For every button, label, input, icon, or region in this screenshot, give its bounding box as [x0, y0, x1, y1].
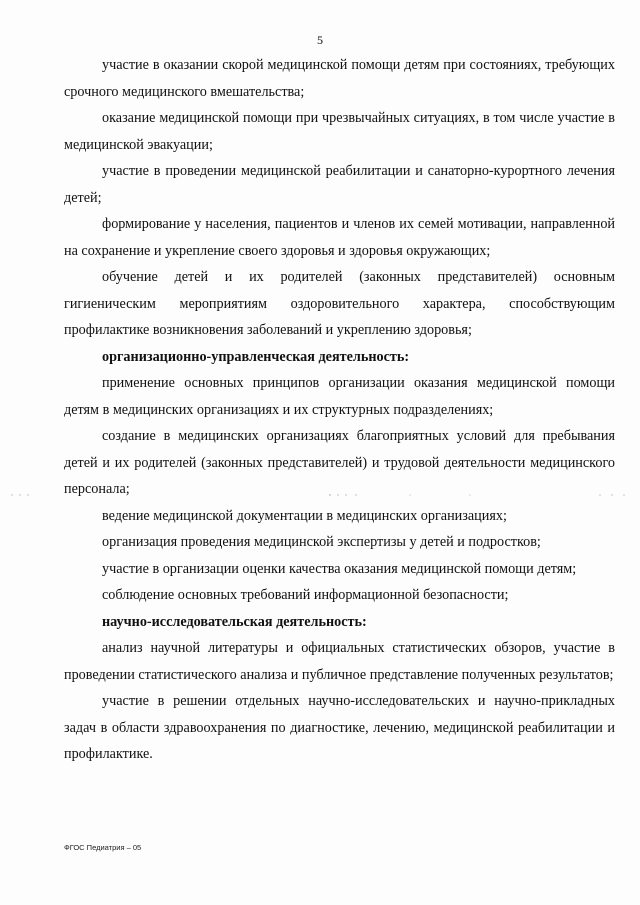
paragraph: участие в проведении медицинской реабилитации и санаторно-курортного лечения детей;: [64, 163, 615, 206]
scan-artifact-dots: [0, 493, 640, 497]
paragraph: ведение медицинской документации в медицинских организациях;: [102, 507, 507, 524]
paragraph: соблюдение основных требований информационной безопасности;: [102, 587, 509, 603]
document-body: [64, 52, 615, 768]
paragraph: обучение детей и их родителей (законных представителей) основным гигиеническим мероприятиям оздоровительного характера, способствующим профилактике возникновения заболеваний и укреплению здоровья;: [64, 269, 615, 338]
paragraph: создание в медицинских организациях благоприятных условий для пребывания детей и их родителей (законных представителей) и трудовой деятельности медицинского персонала;: [64, 428, 615, 497]
paragraph: организация проведения медицинской экспертизы у детей и подростков;: [102, 534, 541, 550]
paragraph: оказание медицинской помощи при чрезвычайных ситуациях, в том числе участие в медицинской эвакуации;: [64, 110, 615, 153]
paragraph: формирование у населения, пациентов и членов их семей мотивации, направленной на сохранение и укрепление своего здоровья и здоровья окружающих;: [64, 216, 615, 259]
paragraph: анализ научной литературы и официальных статистических обзоров, участие в проведении статистического анализа и публичное представление полученных результатов;: [64, 640, 615, 683]
page-footer: ФГОС Педиатрия – 05: [64, 843, 142, 852]
paragraph: участие в решении отдельных научно-исследовательских и научно-прикладных задач в области здравоохранения по диагностике, лечению, медицинской реабилитации и профилактике.: [64, 693, 615, 762]
paragraph: применение основных принципов организации оказания медицинской помощи детям в медицинских организациях и их структурных подразделениях;: [64, 375, 615, 418]
section-heading: организационно-управленческая деятельность:: [102, 348, 410, 365]
section-heading: научно-исследовательская деятельность:: [102, 613, 367, 630]
page-number: 5: [317, 33, 323, 47]
paragraph: участие в организации оценки качества оказания медицинской помощи детям;: [102, 560, 577, 577]
paragraph: участие в оказании скорой медицинской помощи детям при состояниях, требующих срочного медицинского вмешательства;: [64, 57, 615, 100]
